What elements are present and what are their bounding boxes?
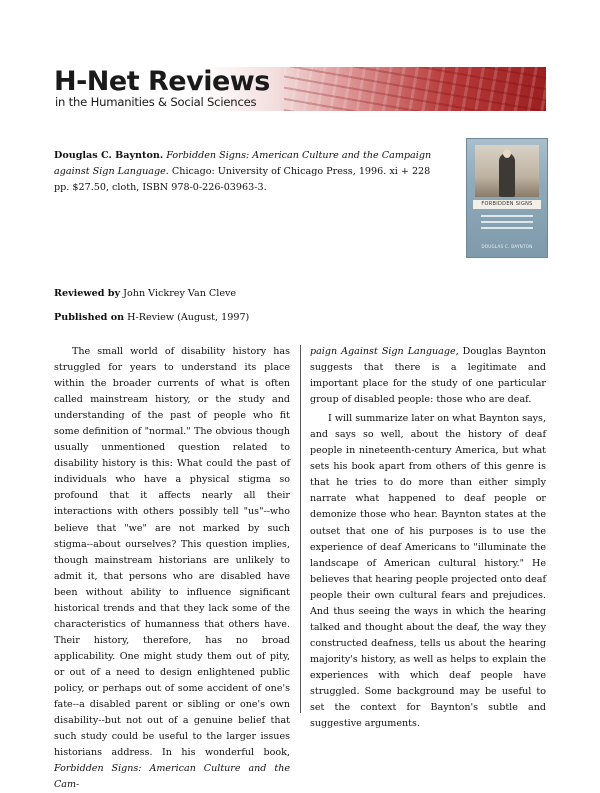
body-column-left	[54, 344, 290, 793]
cover-title: FORBIDDEN SIGNS	[473, 200, 541, 209]
book-author: Douglas C. Baynton.	[54, 150, 164, 161]
body-paragraph	[54, 344, 290, 793]
published-on-value: H-Review (August, 1997)	[127, 312, 250, 323]
cover-photo	[475, 145, 539, 197]
book-citation	[54, 148, 446, 196]
body-column-right	[310, 344, 546, 732]
site-subtitle: in the Humanities & Social Sciences	[55, 95, 257, 109]
body-text: The small world of disability history has struggled for years to understand its place within the broader currents of what is often called mainstream history, or the study and understanding of the past of people who fit some definition of "normal." The obvious though usually unmentioned question related to disability history is this: What could the past of individuals who have a physical stigma so profound that it affects nearly all their interactions with others possibly tell "us"--who believe that "we" are not marked by such stigma--about ourselves? This question implies, though mainstream historians are unlikely to admit it, that persons who are disabled have been without ability to influence significant historical trends and that they lack some of the characteristics of humanness that others have. Their history, therefore, has no broad applicability. One might study them out of pity, or out of a need to design enlightened public policy, or perhaps out of some accident of one's fate--a disabled parent or sibling or one's own disability--but not out of a genuine belief that such study could be useful to the larger issues historians address. In his wonderful book,	[54, 346, 290, 759]
reviewed-by-label: Reviewed by	[54, 288, 121, 299]
site-banner	[54, 67, 546, 111]
published-on-label: Published on	[54, 312, 125, 323]
column-divider	[300, 345, 301, 713]
cover-author: DOUGLAS C. BAYNTON	[481, 244, 533, 249]
book-title-inline: paign Against Sign Language	[310, 346, 456, 357]
published-on	[54, 311, 249, 325]
book-cover-image	[466, 138, 548, 258]
body-paragraph: I will summarize later on what Baynton says, and says so well, about the history of deaf people in nineteenth-century America, but what sets his book apart from others of this genre is that he tries to do more than either simply narrate what happened to deaf people or demonize those who hear. Baynton states at the outset that one of his purposes is to use the experience of deaf Americans to "illuminate the landscape of American cultural history." He believes that hearing people projected onto deaf people their own cultural fears and prejudices. And thus seeing the ways in which the hearing talked and thought about the deaf, the way they constructed deafness, tells us about the hearing majority's history, as well as helps to explain the experiences with which deaf people have struggled. Some background may be useful to set the context for Baynton's subtle and suggestive arguments.	[310, 413, 546, 730]
cover-text-line	[481, 215, 533, 217]
keyboard-image-overlay	[284, 67, 546, 111]
body-paragraph	[310, 344, 546, 408]
cover-face	[503, 149, 511, 158]
reviewer-name: John Vickrey Van Cleve	[123, 288, 237, 299]
book-title: Forbidden Signs: American Culture and the Campaign against Sign Language.	[54, 150, 432, 177]
body-text: , Douglas Baynton suggests that there is a legitimate and important place for the study of one particular group of disabled people: those who are deaf.	[310, 346, 546, 406]
cover-text-line	[481, 221, 533, 223]
site-title: H-Net Reviews	[54, 67, 270, 97]
publication-details: Chicago: University of Chicago Press, 1996. xi + 228 pp. $27.50, cloth, ISBN 978-0-226-03963-3.	[54, 166, 431, 193]
reviewed-by	[54, 287, 236, 301]
cover-figure	[499, 153, 515, 197]
cover-text-line	[481, 227, 533, 229]
book-title-inline: Forbidden Signs: American Culture and the Cam-	[54, 763, 290, 791]
